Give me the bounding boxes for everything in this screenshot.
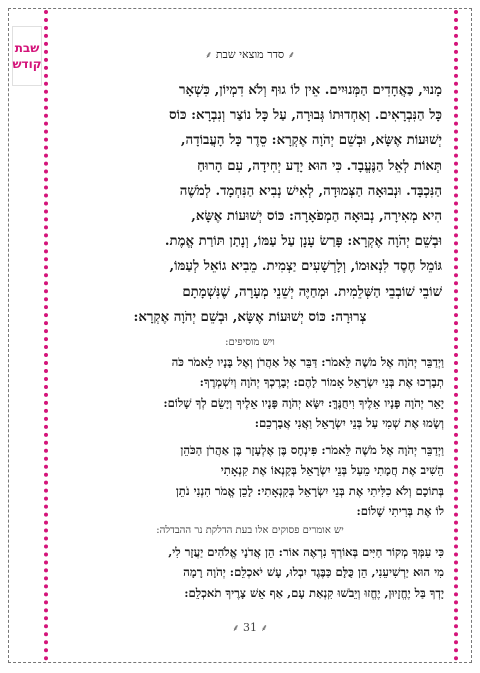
text-line: מָנוּי, כַּאֲחָדִים הַמְּנוּיִים. אֵין לוֹ גוּף וְלֹא דִמְיוֹן, כִּשְׁאָר <box>178 83 442 98</box>
text-line: מִי הוּא יַרְשִׁיעֵנִי, הֵן כֻּלָּם כַּבֶּגֶד יִבְלוּ, עָשׁ יֹאכְלֵם: יְהֹוָה רָמָה <box>183 565 444 580</box>
text-line: לוֹ אֶת בְּרִיתִי שָׁלוֹם: <box>356 503 444 518</box>
text-line: כָּל הַנִּבְרָאִים. וְאַחְדוּתוֹ גְּבוּרָה, עַל כָּל נוֹצַר וְנִבְרָא: כּוֹס <box>168 108 442 124</box>
page-border-bottom <box>8 662 472 663</box>
section-label: יש אומרים פסוקים אלו בעת הדלקת נר ההבדלה: <box>156 525 344 536</box>
text-line: יְשׁוּעוֹת אֶשָּׂא, וּבְשֵׁם יְהֹוָה אֶקְרָא: סֵדֶר כָּל הָעֲבוֹדָה, <box>180 133 442 149</box>
text-line: שׁוֹבֵי שׁוֹבְבֵי הַשְּׁלֵמִית. וּמְחַיֶּה יְשֵׁנֵי מְעָרָה, שֶׁנִּשְׁמָתָם <box>182 284 442 300</box>
ornament-icon: ⸙ <box>204 50 213 61</box>
text-line: צְרוּרָה: כּוֹס יְשׁוּעוֹת אֶשָּׂא, וּבְשֵׁם יְהֹוָה אֶקְרָא: <box>133 309 367 325</box>
text-line: גּוֹמֵל חֶסֶד לִנְאוּמוֹ, וְלָרְשָׁעִים יַצְמִית. מֵבִיא גוֹאֵל לְעַמּוֹ, <box>169 259 442 275</box>
pinchas-passage <box>56 440 444 521</box>
page-border-top <box>8 8 472 9</box>
section-label: ויש מוסיפים: <box>225 337 275 348</box>
page-border-left <box>8 8 9 663</box>
text-line: תְּאוֹת לְאֵל הַנֶּעֱבָד. כִּי הוּא יָדַע יְחִידָה, עִם הָרוּחַ <box>197 158 442 174</box>
text-line: הַנִּכְבָּד. וּנְבוּאָה הַצְּמוּדָה, לְאִישׁ נְבִיא הַנִּחְמָד. לְמֹשֶׁה <box>179 183 442 199</box>
text-line: יָדְךָ בַּל יֶחֱזָיוּן, יֶחֱזוּ וְיֵבֹשׁוּ קִנְאַת עָם, אַף אֵשׁ צָרֶיךָ תֹאכְלֵם: <box>184 585 444 600</box>
text-line: יָאֵר יְהֹוָה פָּנָיו אֵלֶיךָ וִיחֻנֶּךָּ: יִשָּׂא יְהֹוָה פָּנָיו אֵלֶיךָ וְיָשֵׂם לְךָ שָׁלוֹם: <box>163 395 444 410</box>
text-line: הֵשִׁיב אֶת חֲמָתִי מֵעַל בְּנֵי יִשְׂרָאֵל בְּקַנְאוֹ אֶת קִנְאָתִי <box>220 463 444 478</box>
text-line: וַיְדַבֵּר יְהֹוָה אֶל מֹשֶׁה לֵּאמֹר: פִּינְחָס בֶּן אֶלְעָזָר בֶּן אַהֲרֹן הַכֹּהֵן <box>180 443 444 457</box>
page-header <box>60 47 440 61</box>
dotted-band-left <box>44 10 48 661</box>
text-line: וַיְדַבֵּר יְהֹוָה אֶל מֹשֶׁה לֵּאמֹר: דַּבֵּר אֶל אַהֲרֹן וְאֶל בָּנָיו לֵאמֹר כֹּה <box>171 355 444 369</box>
text-line: כִּי עִמְּךָ מְקוֹר חַיִּים בְּאוֹרְךָ נִרְאֶה אוֹר: הֵן אֲדֹנָי אֱלֹהִים יַעֲזָר לִי, <box>168 545 444 559</box>
ornament-icon: ⸙ <box>260 623 268 634</box>
priestly-blessing <box>56 352 444 433</box>
ornament-icon: ⸙ <box>232 623 240 634</box>
ornament-icon: ⸙ <box>287 50 296 61</box>
text-line: תְבָרְכוּ אֶת בְּנֵי יִשְׂרָאֵל אָמוֹר לָהֶם: יְבָרֶכְךָ יְהֹוָה וְיִשְׁמְרֶךָ: <box>199 375 444 390</box>
page-number: 31 <box>243 621 257 634</box>
main-paragraph <box>58 78 442 330</box>
page-footer <box>60 620 440 634</box>
side-tab-line1: שבת <box>14 41 40 55</box>
page-title: סדר מוצאי שבת <box>215 48 285 61</box>
havdalah-verses <box>56 542 444 603</box>
text-line: וּבְשֵׁם יְהֹוָה אֶקְרָא: פָּרַשׂ עָנָן עַל עַמּוֹ, וְנָתַן תּוֹרַת אֱמֶת. <box>164 234 442 250</box>
side-tab-line2: קודש <box>12 57 42 71</box>
page-border-right <box>471 8 472 663</box>
dotted-band-right <box>454 10 458 661</box>
text-line: וְשָׂמוּ אֶת שְׁמִי עַל בְּנֵי יִשְׂרָאֵל וַאֲנִי אֲבָרְכֵם: <box>254 415 444 430</box>
shabbat-side-tab[interactable] <box>12 26 42 86</box>
text-line: הִיא מְאִירָה, נְבוּאָה הַמְפֹאָרָה: כּוֹס יְשׁוּעוֹת אֶשָּׂא, <box>191 209 442 225</box>
text-line: בְּתוֹכָם וְלֹא כִלִּיתִי אֶת בְּנֵי יִשְׂרָאֵל בְּקִנְאָתִי: לָכֵן אֱמֹר הִנְנִי נֹתֵן <box>175 483 444 498</box>
